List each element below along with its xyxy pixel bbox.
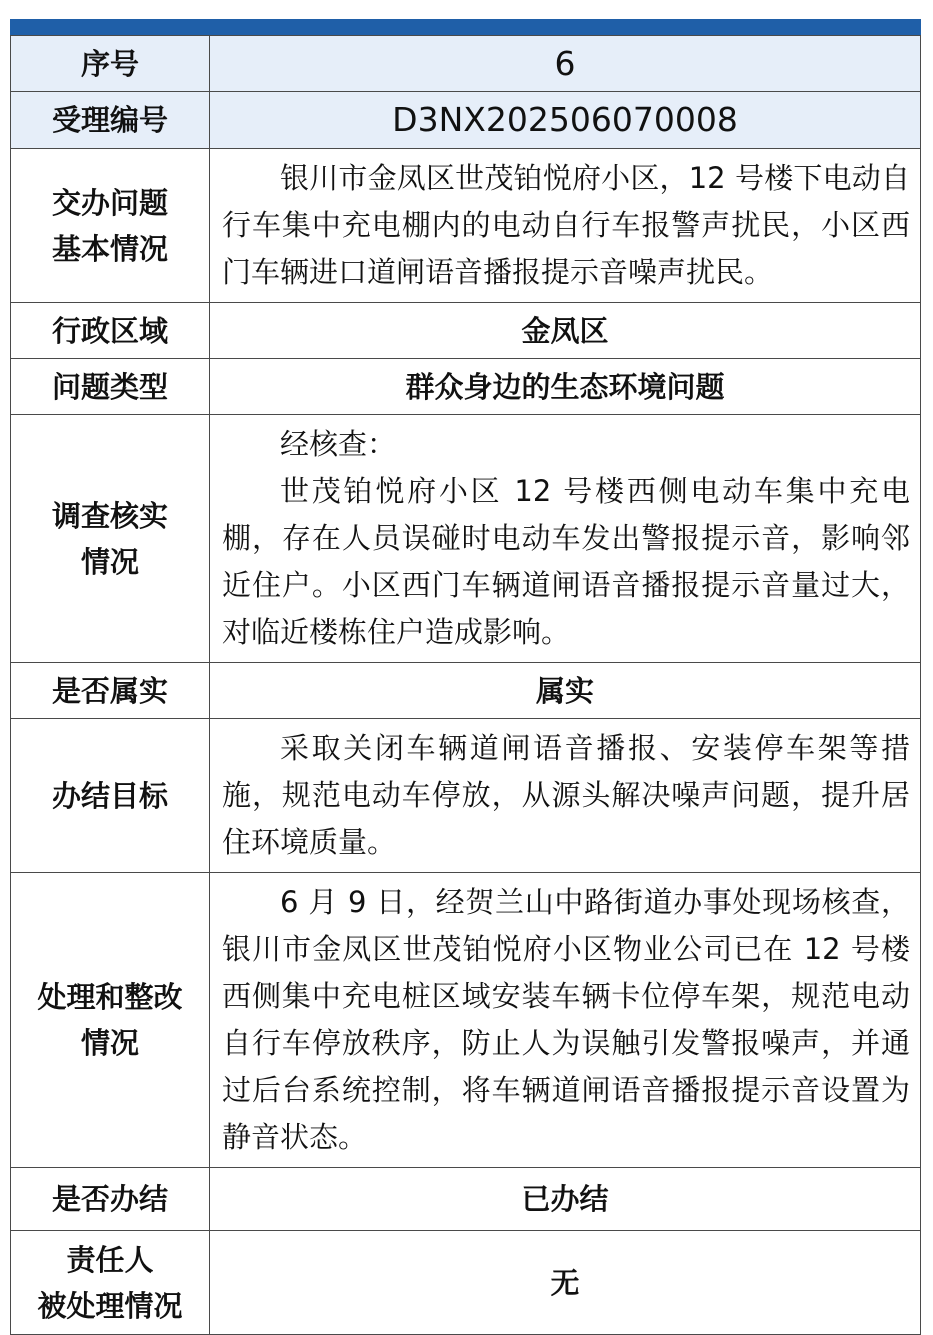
row-district: [11, 303, 921, 359]
goal-label: 办结目标: [11, 719, 210, 873]
row-case-no: [11, 92, 921, 149]
handling-label: [11, 873, 210, 1168]
investigation-text: 世茂铂悦府小区 12 号楼西侧电动车集中充电棚，存在人员误碰时电动车发出警报提示音，影响邻近住户。小区西门车辆道闸语音播报提示音量过大，对临近楼栋住户造成影响。: [222, 474, 910, 649]
row-goal: [11, 719, 921, 873]
handling-text: 6 月 9 日，经贺兰山中路街道办事处现场核查，银川市金凤区世茂铂悦府小区物业公司已在 12 号楼西侧集中充电桩区域安装车辆卡位停车架，规范电动自行车停放秩序，防止人为误触引发警报噪声，并通过后台系统控制，将车辆道闸语音播报提示音设置为静音状态。: [222, 885, 910, 1154]
accountability-label-line1: 责任人: [66, 1242, 154, 1277]
issue-value: [210, 149, 921, 303]
case-no-label: 受理编号: [11, 92, 210, 149]
goal-text: 采取关闭车辆道闸语音播报、安装停车架等措施，规范电动车停放，从源头解决噪声问题，提升居住环境质量。: [222, 731, 910, 859]
seq-value: 6: [210, 36, 921, 92]
accountability-label-line2: 被处理情况: [37, 1288, 183, 1323]
row-handling: [11, 873, 921, 1168]
seq-label: 序号: [11, 36, 210, 92]
handling-label-line2: 情况: [80, 1026, 139, 1060]
investigation-intro: 经核查：: [280, 427, 397, 461]
issue-label-line1: 交办问题: [51, 185, 168, 220]
row-verified: [11, 663, 921, 719]
accountability-label: [11, 1231, 210, 1335]
row-seq: [11, 36, 921, 92]
investigation-label: [11, 415, 210, 663]
row-closed: [11, 1168, 921, 1231]
investigation-label-line1: 调查核实: [51, 498, 168, 533]
row-category: [11, 359, 921, 415]
handling-value: [210, 873, 921, 1168]
investigation-value: [210, 415, 921, 663]
verified-value: 属实: [210, 663, 921, 719]
district-value: 金凤区: [210, 303, 921, 359]
closed-value: 已办结: [210, 1168, 921, 1231]
verified-label: 是否属实: [11, 663, 210, 719]
issue-label-line2: 基本情况: [51, 231, 168, 266]
handling-label-line1: 处理和整改: [37, 980, 183, 1014]
investigation-label-line2: 情况: [80, 544, 139, 579]
goal-value: [210, 719, 921, 873]
row-accountability: [11, 1231, 921, 1335]
district-label: 行政区域: [11, 303, 210, 359]
closed-label: 是否办结: [11, 1168, 210, 1231]
issue-label: [11, 149, 210, 303]
row-investigation: [11, 415, 921, 663]
case-record-table: [10, 35, 921, 1335]
issue-text: 银川市金凤区世茂铂悦府小区，12 号楼下电动自行车集中充电棚内的电动自行车报警声扰民，小区西门车辆进口道闸语音播报提示音噪声扰民。: [222, 161, 910, 289]
header-bar: [10, 19, 921, 35]
case-no-value: D3NX202506070008: [210, 92, 921, 149]
accountability-value: 无: [210, 1231, 921, 1335]
category-label: 问题类型: [11, 359, 210, 415]
row-issue: [11, 149, 921, 303]
category-value: 群众身边的生态环境问题: [210, 359, 921, 415]
